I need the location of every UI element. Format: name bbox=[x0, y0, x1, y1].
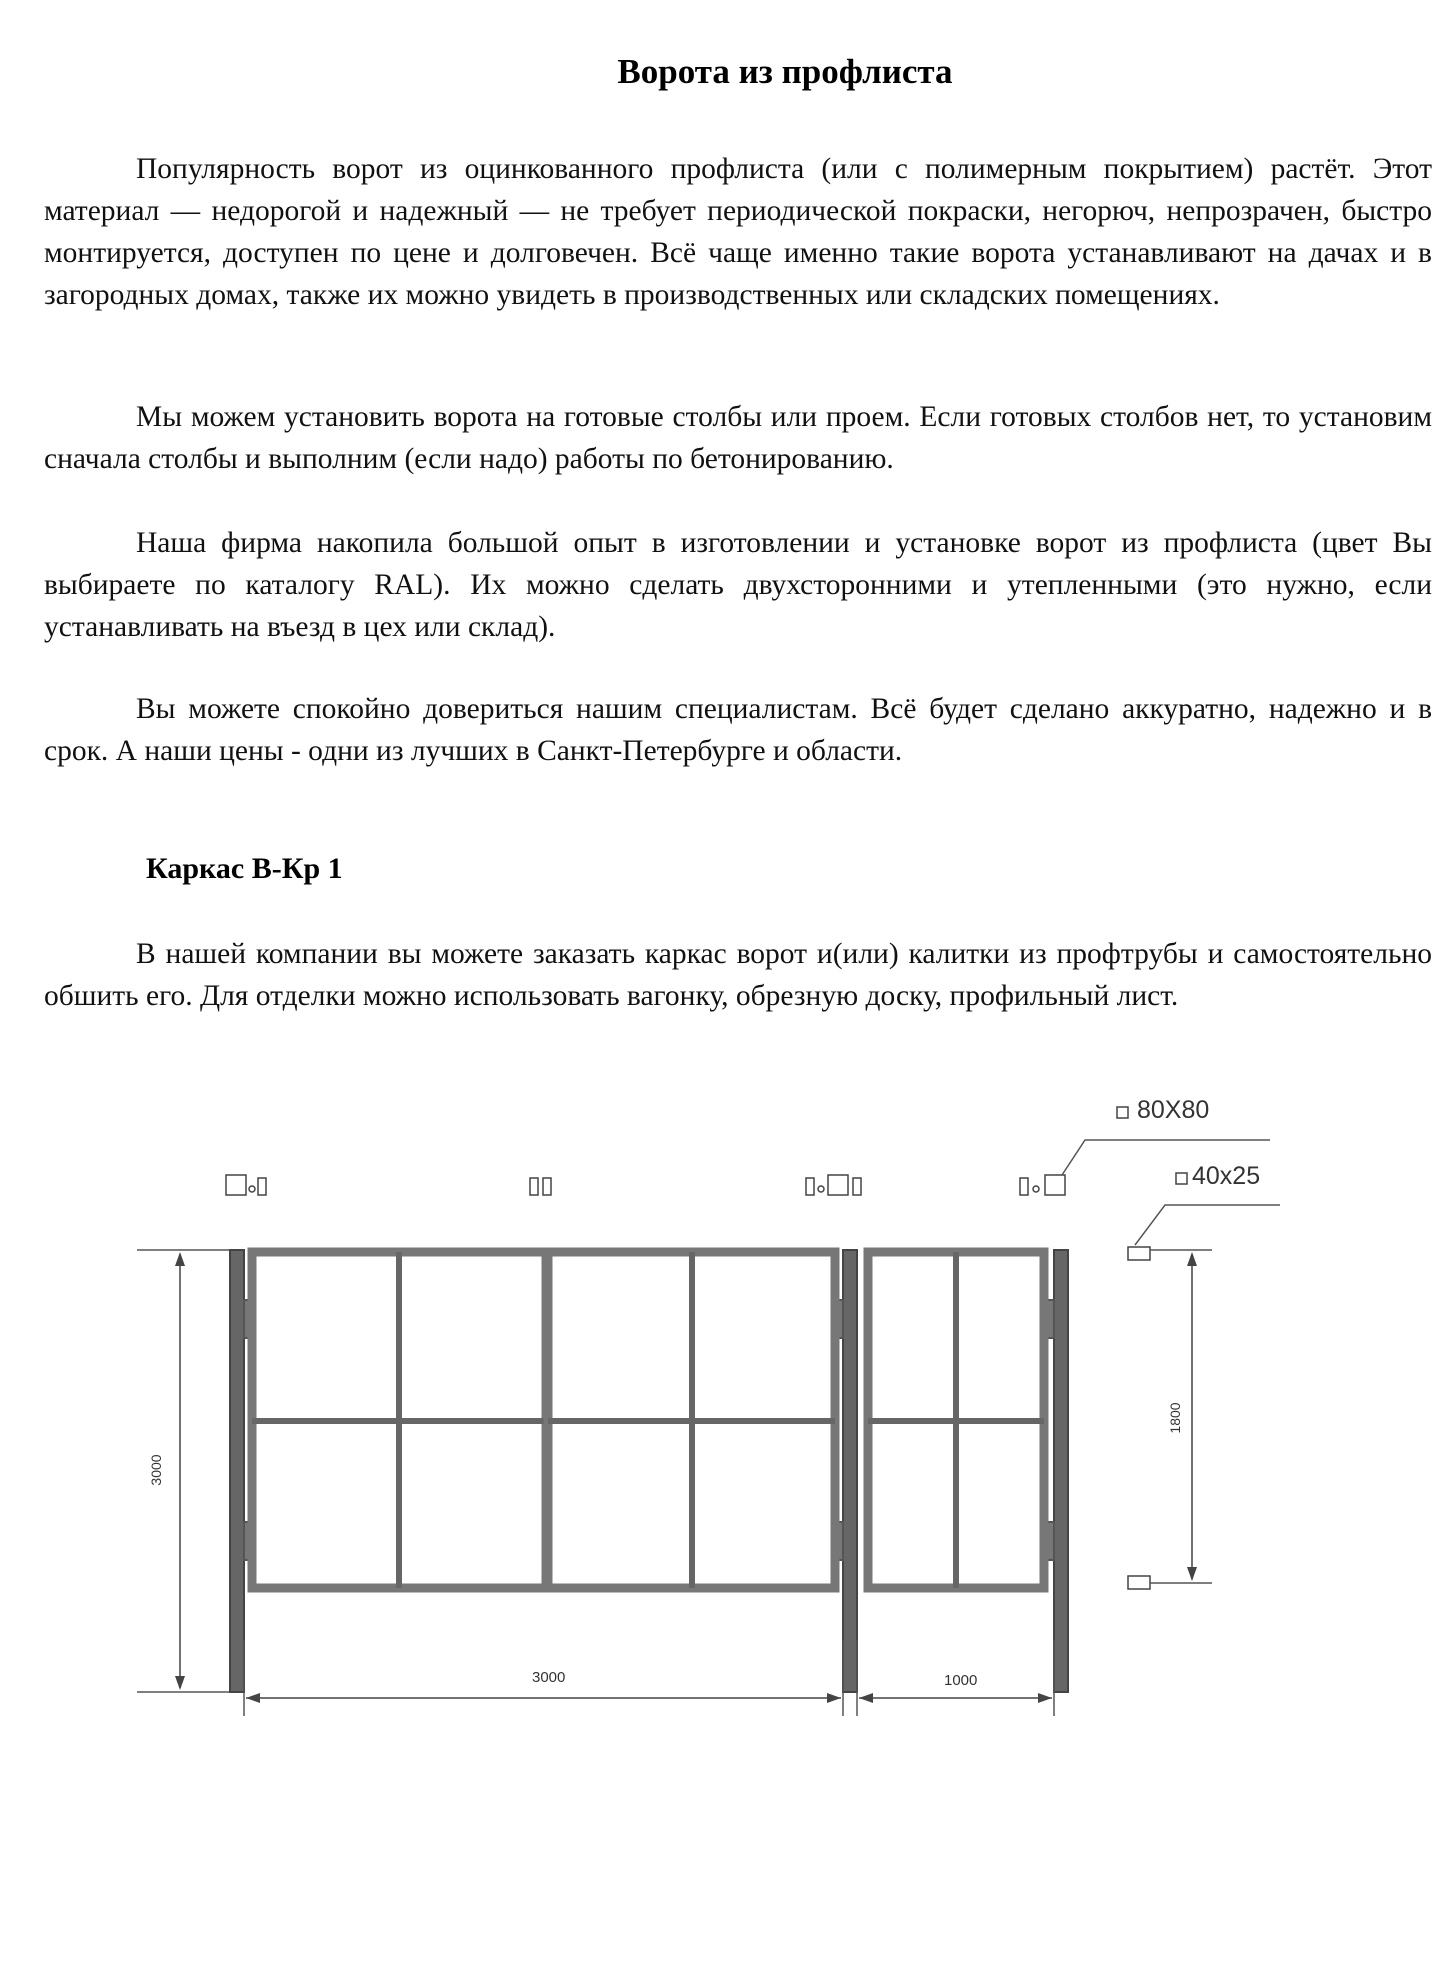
gate-leaf-right bbox=[548, 1252, 835, 1588]
post-middle bbox=[843, 1250, 857, 1692]
paragraph-installation: Мы можем установить ворота на готовые столбы или проем. Если готовых столбов нет, то установим сначала столбы и выполним (если надо) работы по бетонированию. bbox=[44, 401, 1432, 475]
section-heading: Каркас В-Кр 1 bbox=[146, 852, 343, 885]
paragraph-experience: Наша фирма накопила большой опыт в изготовлении и установке ворот из профлиста (цвет Вы выбираете по каталогу RAL). Их можно сделать двухсторонними и утепленными (это нужно, если устанавливать на въезд в цех или склад). bbox=[44, 527, 1432, 643]
dim-wicket-height: 1800 bbox=[1167, 1402, 1183, 1434]
paragraph-trust: Вы можете спокойно довериться нашим специалистам. Всё будет сделано аккуратно, надежно и в срок. А наши цены - одни из лучших в Санкт-Петербурге и области. bbox=[44, 693, 1432, 767]
label-post-size: 80X80 bbox=[1137, 1096, 1210, 1124]
tube-section-top bbox=[1128, 1247, 1150, 1260]
label-tube-size: 40x25 bbox=[1192, 1162, 1261, 1190]
paragraph-popularity: Популярность ворот из оцинкованного профлиста (или с полимерным покрытием) растёт. Этот материал — недорогой и надежный — не требует периодической покраски, негорюч, непрозрачен, быстро монтируется, доступен по цене и долговечен. Всё чаще именно такие ворота устанавливают на дачах и в загородных домах, также их можно увидеть в производственных или складских помещениях. bbox=[44, 153, 1432, 311]
wicket-frame bbox=[868, 1252, 1044, 1588]
post-right bbox=[1054, 1250, 1068, 1692]
dim-gate-height: 3000 bbox=[148, 1454, 164, 1486]
tube-section-bottom bbox=[1128, 1576, 1150, 1589]
dim-wicket-width: 1000 bbox=[944, 1672, 978, 1689]
page-title: Ворота из профлиста bbox=[617, 52, 953, 91]
leader-tube bbox=[1135, 1205, 1280, 1245]
gate-leaf-left bbox=[252, 1252, 546, 1588]
section-symbols bbox=[226, 1175, 1065, 1195]
post-left bbox=[230, 1250, 244, 1692]
dim-gate-width: 3000 bbox=[532, 1669, 566, 1686]
paragraph-frame-order: В нашей компании вы можете заказать каркас ворот и(или) калитки из профтрубы и самостоятельно обшить его. Для отделки можно использовать вагонку, обрезную доску, профильный лист. bbox=[44, 938, 1432, 1012]
